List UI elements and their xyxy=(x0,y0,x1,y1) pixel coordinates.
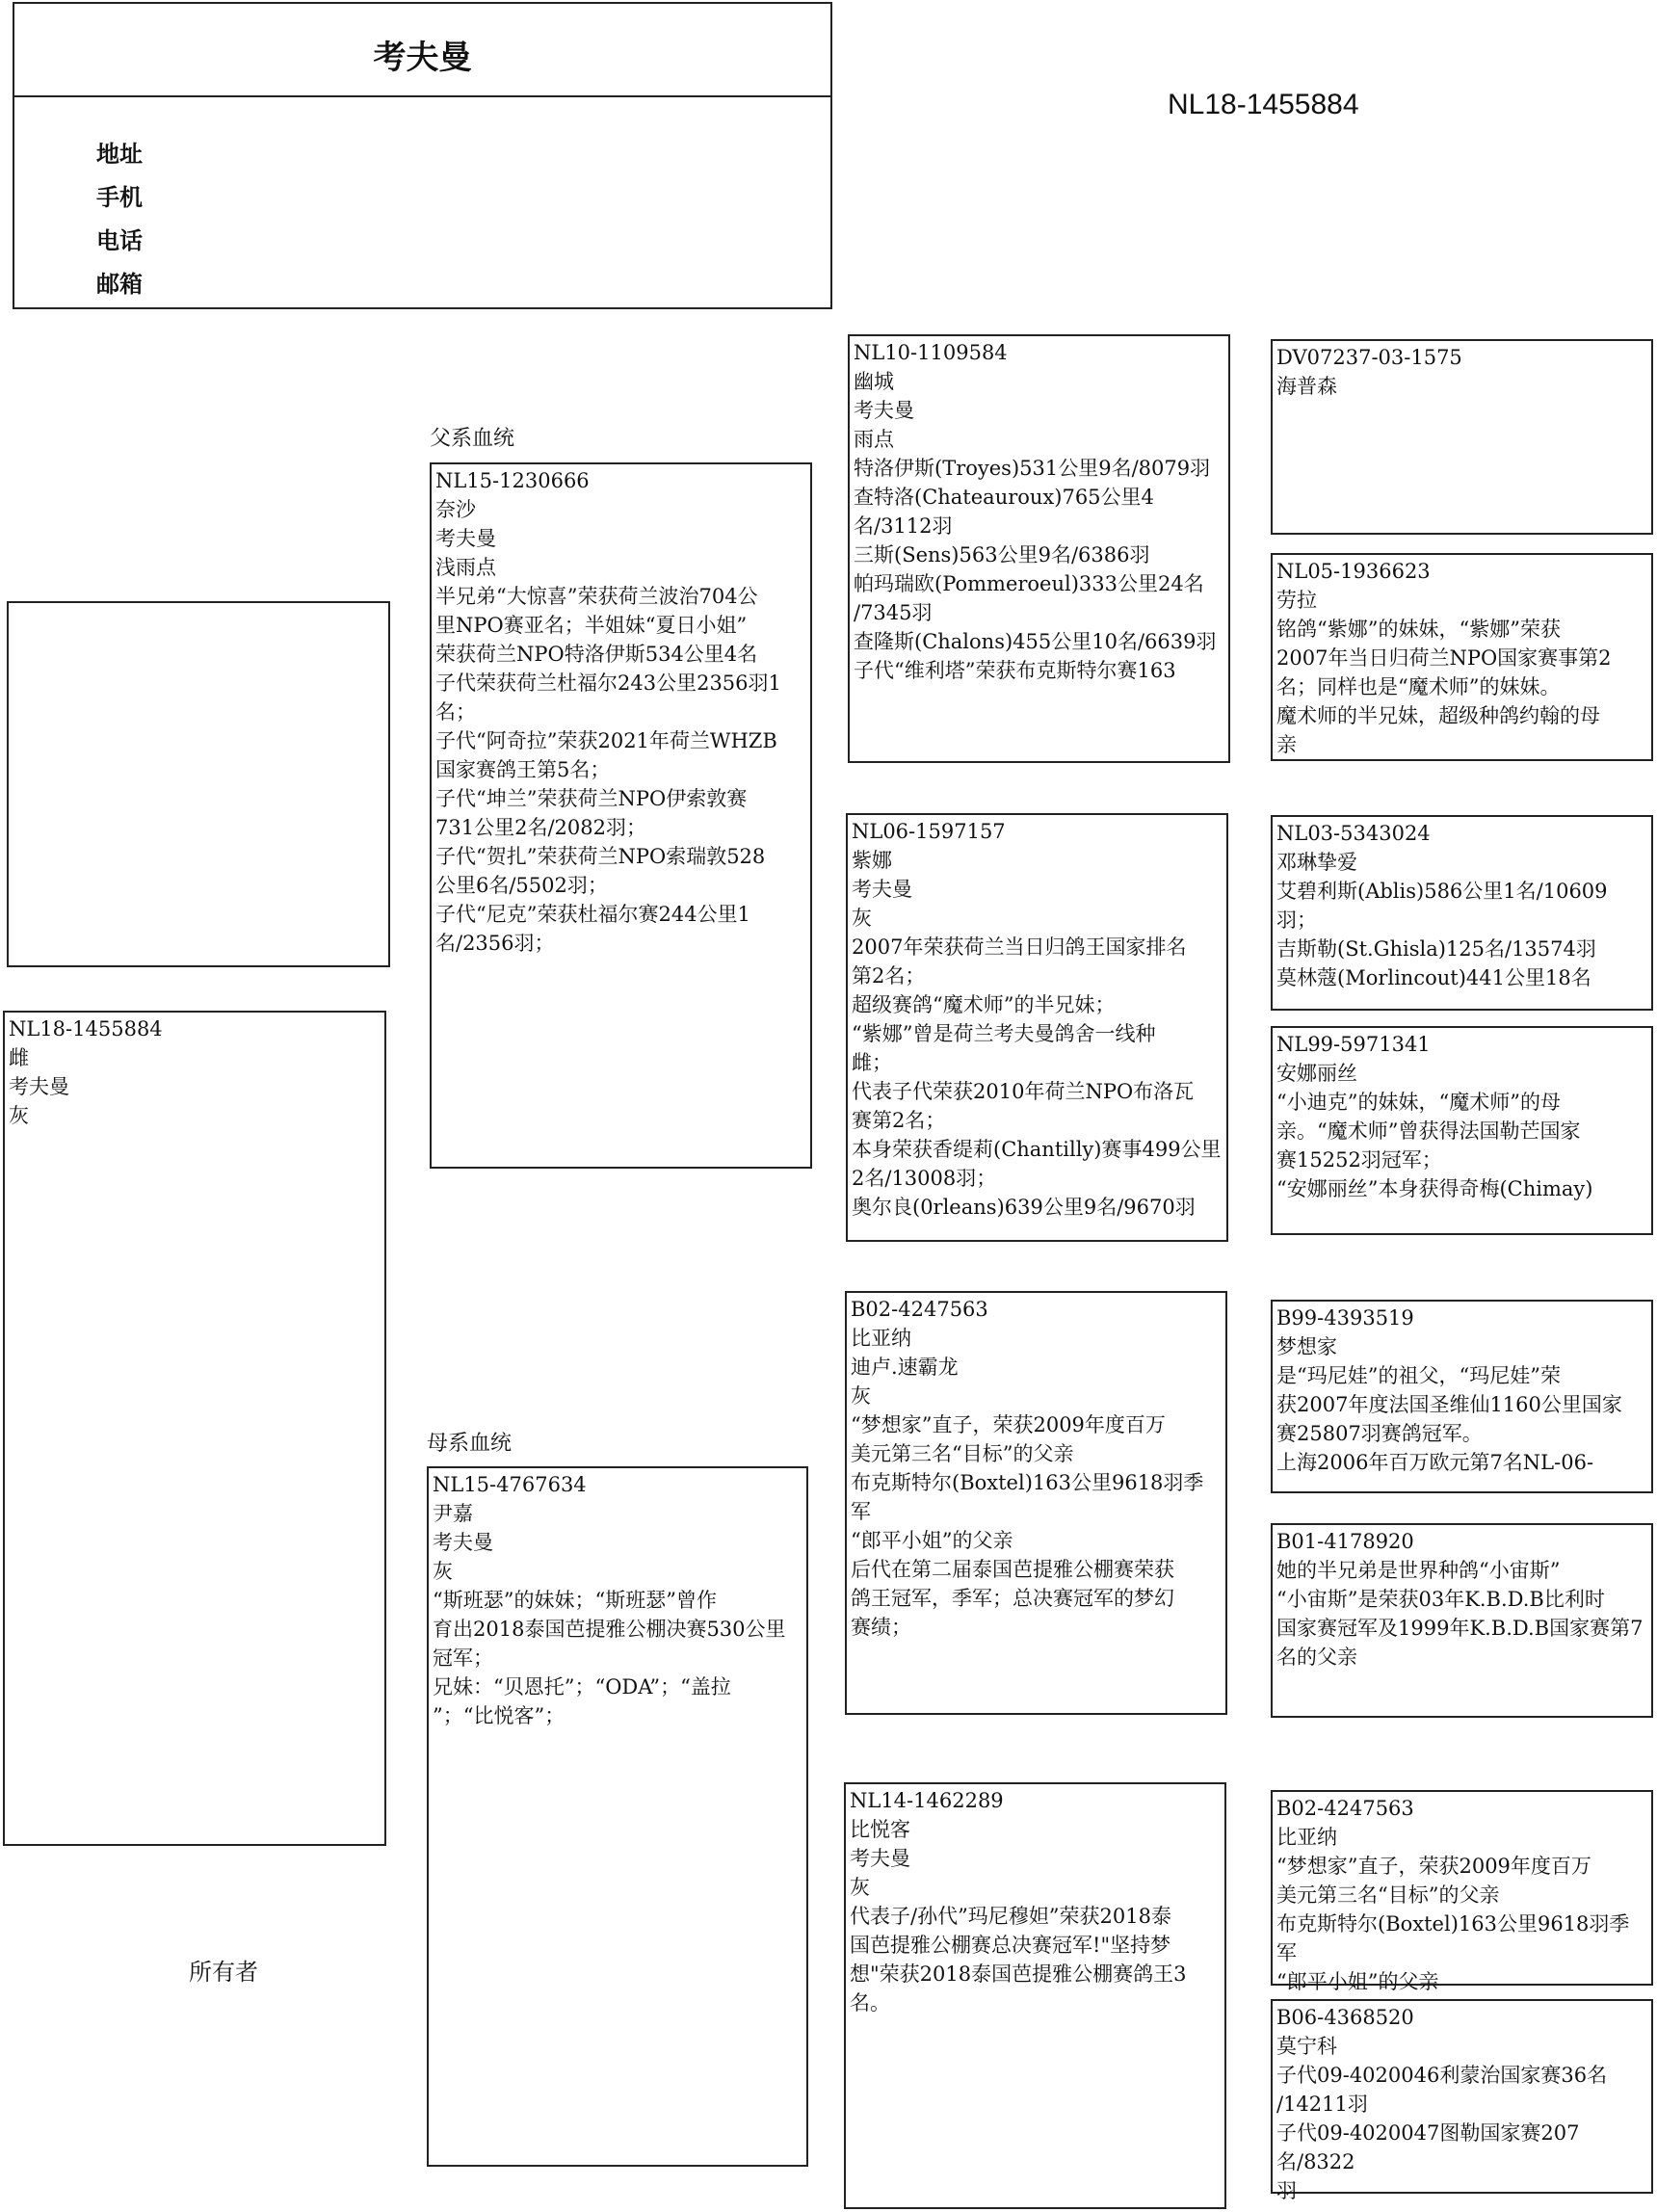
info-line: 名的父亲 xyxy=(1276,1646,1357,1669)
info-line: “郎平小姐”的父亲 xyxy=(851,1529,1013,1552)
info-line: 子代荣获荷兰杜福尔243公里2356羽1 xyxy=(435,672,781,695)
info-line: 2名/13008羽； xyxy=(852,1167,997,1190)
ring-number: NL15-4767634 xyxy=(433,1473,587,1496)
sire-card xyxy=(430,462,812,1169)
ring-number: B06-4368520 xyxy=(1276,2006,1414,2029)
info-line: “郎平小姐”的父亲 xyxy=(1276,1970,1439,1993)
dam-dam-dam-card xyxy=(1271,1999,1653,2202)
info-line: 代表子代荣获2010年荷兰NPO布洛瓦 xyxy=(852,1080,1195,1103)
info-line: 731公里2名/2082羽； xyxy=(435,816,646,839)
pigeon-name: 安娜丽丝 xyxy=(1276,1062,1357,1085)
info-line: 代表子/孙代”玛尼穆妲”荣获2018泰 xyxy=(850,1905,1171,1928)
breeder-name: 考夫曼 xyxy=(373,39,472,77)
info-line: 名/2356羽； xyxy=(435,932,555,955)
pigeon-name: 莫宁科 xyxy=(1276,2035,1337,2058)
info-line: 考夫曼 xyxy=(9,1075,69,1098)
ring-number: NL05-1936623 xyxy=(1276,560,1431,583)
dam-sire-dam-card xyxy=(1271,1523,1653,1718)
info-line: 本身荣获香缇莉(Chantilly)赛事499公里 xyxy=(852,1138,1222,1161)
sire-dam-sire-card xyxy=(1271,815,1653,1011)
info-line: 考夫曼 xyxy=(435,527,496,550)
ring-number: NL99-5971341 xyxy=(1276,1033,1431,1056)
info-line: 国家赛冠军及1999年K.B.D.B国家赛第7 xyxy=(1276,1617,1644,1640)
breeder-header xyxy=(13,2,832,309)
info-line: 上海2006年百万欧元第7名NL-06- xyxy=(1276,1451,1594,1474)
info-line: “梦想家”直子，荣获2009年度百万 xyxy=(1276,1855,1591,1878)
info-line: 子代“阿奇拉”荣获2021年荷兰WHZB xyxy=(435,729,777,752)
info-line: 后代在第二届泰国芭提雅公棚赛荣获 xyxy=(851,1558,1174,1581)
info-line: 铭鸽“紫娜”的妹妹，“紫娜”荣获 xyxy=(1276,618,1561,641)
info-line: 亲。“魔术师”曾获得法国勒芒国家 xyxy=(1276,1119,1581,1143)
info-line: “梦想家”直子，荣获2009年度百万 xyxy=(851,1413,1166,1436)
info-line: 半兄弟“大惊喜”荣获荷兰波治704公 xyxy=(435,585,758,608)
sire-dam-dam-card xyxy=(1271,1026,1653,1235)
info-line: 子代09-4020046利蒙治国家赛36名 xyxy=(1276,2064,1608,2087)
info-line: 美元第三名“目标”的父亲 xyxy=(1276,1883,1500,1907)
info-line: 考夫曼 xyxy=(852,878,912,901)
pigeon-name: 海普森 xyxy=(1276,375,1337,398)
info-line: 是“玛尼娃”的祖父，“玛尼娃”荣 xyxy=(1276,1364,1561,1387)
info-line: 兄妹：“贝恩托”；“ODA”；“盖拉 xyxy=(433,1675,731,1698)
dam-sire-card xyxy=(845,1291,1227,1715)
info-line: 帕玛瑞欧(Pommeroeul)333公里24名 xyxy=(854,572,1204,595)
info-line: /7345羽 xyxy=(854,601,933,624)
info-line: 灰 xyxy=(851,1384,871,1408)
info-line: 浅雨点 xyxy=(435,556,496,579)
info-line: “紫娜”曾是荷兰考夫曼鸽舍一线种 xyxy=(852,1022,1156,1045)
info-line: 美元第三名“目标”的父亲 xyxy=(851,1442,1074,1465)
info-line: 国家赛鸽王第5名； xyxy=(435,758,611,781)
dam-section-label: 母系血统 xyxy=(427,1432,513,1456)
info-line: 赛15252羽冠军； xyxy=(1276,1148,1442,1172)
address-label: 地址 xyxy=(96,141,143,168)
info-line: 三斯(Sens)563公里9名/6386羽 xyxy=(854,543,1150,566)
info-line: 子代“维利塔”荣获布克斯特尔赛163 xyxy=(854,659,1176,682)
info-line: 灰 xyxy=(433,1560,453,1583)
info-line: ”；“比悦客”； xyxy=(433,1704,565,1727)
owner-label: 所有者 xyxy=(189,1959,258,1986)
info-line: 子代“尼克”荣获杜福尔赛244公里1 xyxy=(435,903,750,926)
info-line: 雌； xyxy=(852,1051,892,1074)
info-line: 2007年荣获荷兰当日归鸽王国家排名 xyxy=(852,935,1187,959)
pigeon-name: 奈沙 xyxy=(435,498,476,521)
info-line: 获2007年度法国圣维仙1160公里国家 xyxy=(1276,1393,1622,1416)
info-line: 考夫曼 xyxy=(433,1531,493,1554)
ring-number: B99-4393519 xyxy=(1276,1306,1414,1330)
pigeon-name: 比亚纳 xyxy=(1276,1826,1337,1849)
photo-frame xyxy=(7,601,390,967)
info-line: 鸽王冠军，季军；总决赛冠军的梦幻 xyxy=(851,1587,1174,1610)
info-line: 育出2018泰国芭提雅公棚决赛530公里 xyxy=(433,1618,786,1641)
info-line: 子代“贺扎”荣获荷兰NPO索瑞敦528 xyxy=(435,845,766,868)
ring-number-title: NL18-1455884 xyxy=(1168,89,1359,120)
info-line: 名； xyxy=(435,700,476,724)
info-line: 子代09-4020047图勒国家赛207名/8322 xyxy=(1276,2121,1580,2173)
pigeon-name: 紫娜 xyxy=(852,849,892,872)
dam-dam-sire-card xyxy=(1271,1790,1653,1993)
info-line: “小迪克”的妹妹，“魔术师”的母 xyxy=(1276,1091,1561,1114)
info-line: 查特洛(Chateauroux)765公里4名/3112羽 xyxy=(854,486,1154,538)
sire-sire-sire-card xyxy=(1271,339,1653,535)
info-line: /14211羽 xyxy=(1276,2093,1368,2116)
sire-sire-dam-card xyxy=(1271,553,1653,761)
info-line: “安娜丽丝”本身获得奇梅(Chimay) xyxy=(1276,1177,1593,1200)
dam-card xyxy=(427,1466,808,2167)
info-line: 赛绩； xyxy=(851,1616,911,1639)
ring-number: NL03-5343024 xyxy=(1276,822,1431,845)
info-line: 布克斯特尔(Boxtel)163公里9618羽季军 xyxy=(1276,1912,1630,1964)
info-line: 羽 xyxy=(1276,2179,1297,2202)
sire-dam-card xyxy=(846,813,1228,1242)
ring-number: B01-4178920 xyxy=(1276,1530,1414,1553)
info-line: 名；同样也是“魔术师”的妹妹。 xyxy=(1276,675,1561,698)
header-title-row xyxy=(14,4,830,97)
pigeon-name: 幽城 xyxy=(854,370,894,393)
info-line: 2007年当日归荷兰NPO国家赛事第2 xyxy=(1276,646,1612,670)
info-line: “斯班瑟”的妹妹；“斯班瑟”曾作 xyxy=(433,1589,717,1612)
mobile-label: 手机 xyxy=(96,184,143,211)
info-line: 超级赛鸽“魔术师”的半兄妹； xyxy=(852,993,1116,1016)
ring-number: B02-4247563 xyxy=(851,1298,988,1321)
info-line: 考夫曼 xyxy=(854,399,914,422)
pigeon-name: 雌 xyxy=(9,1046,29,1069)
info-line: 国芭提雅公棚赛总决赛冠军!"坚持梦 xyxy=(850,1934,1171,1957)
sire-sire-card xyxy=(848,334,1230,763)
info-line: 特洛伊斯(Troyes)531公里9名/8079羽 xyxy=(854,457,1211,480)
pigeon-name: 梦想家 xyxy=(1276,1335,1337,1358)
info-line: 荣获荷兰NPO特洛伊斯534公里4名 xyxy=(435,643,758,666)
email-label: 邮箱 xyxy=(96,271,143,298)
info-line: 艾碧利斯(Ablis)586公里1名/10609羽； xyxy=(1276,880,1608,932)
dam-sire-sire-card xyxy=(1271,1300,1653,1493)
info-line: 灰 xyxy=(9,1104,29,1127)
info-line: 灰 xyxy=(852,907,872,930)
info-line: 奥尔良(0rleans)639公里9名/9670羽 xyxy=(852,1196,1196,1219)
pigeon-name: 劳拉 xyxy=(1276,589,1317,612)
info-line: 莫林蔻(Morlincout)441公里18名 xyxy=(1276,966,1591,989)
pigeon-name: 比亚纳 xyxy=(851,1327,911,1350)
info-line: 赛第2名； xyxy=(852,1109,946,1132)
info-line: 公里6名/5502羽； xyxy=(435,874,608,897)
info-line: 查隆斯(Chalons)455公里10名/6639羽 xyxy=(854,630,1217,653)
info-line: 雨点 xyxy=(854,428,894,451)
ring-number: NL10-1109584 xyxy=(854,341,1008,364)
ring-number: B02-4247563 xyxy=(1276,1797,1414,1820)
ring-number: NL15-1230666 xyxy=(435,469,590,492)
info-line: 布克斯特尔(Boxtel)163公里9618羽季军 xyxy=(851,1471,1204,1523)
info-line: 冠军； xyxy=(433,1646,493,1670)
ring-number: DV07237-03-1575 xyxy=(1276,346,1462,369)
pigeon-name: 她的半兄弟是世界种鸽“小宙斯” xyxy=(1276,1559,1561,1582)
info-line: 里NPO赛亚名；半姐妹“夏日小姐” xyxy=(435,614,748,637)
info-line: 迪卢.速霸龙 xyxy=(851,1356,959,1379)
info-line: 考夫曼 xyxy=(850,1847,910,1870)
info-line: 亲 xyxy=(1276,733,1297,756)
info-line: 吉斯勒(St.Ghisla)125名/13574羽 xyxy=(1276,937,1596,961)
info-line: 第2名； xyxy=(852,964,926,988)
pigeon-name: 尹嘉 xyxy=(433,1502,473,1525)
pigeon-name: 比悦客 xyxy=(850,1818,910,1841)
info-line: 魔术师的半兄妹，超级种鸽约翰的母 xyxy=(1276,704,1600,727)
info-line: “小宙斯”是荣获03年K.B.D.B比利时 xyxy=(1276,1588,1605,1611)
dam-dam-card xyxy=(844,1782,1226,2209)
info-line: 名。 xyxy=(850,1991,890,2014)
info-line: 灰 xyxy=(850,1876,870,1899)
info-line: 赛25807羽赛鸽冠军。 xyxy=(1276,1422,1483,1445)
ring-number: NL06-1597157 xyxy=(852,820,1006,843)
info-line: 想"荣获2018泰国芭提雅公棚赛鸽王3 xyxy=(850,1962,1187,1986)
sire-section-label: 父系血统 xyxy=(430,427,515,451)
pigeon-name: 邓琳挚爱 xyxy=(1276,851,1357,874)
phone-label: 电话 xyxy=(96,227,143,254)
ring-number: NL18-1455884 xyxy=(9,1017,163,1040)
subject-pigeon-card xyxy=(3,1011,386,1846)
ring-number: NL14-1462289 xyxy=(850,1789,1004,1812)
info-line: 子代“坤兰”荣获荷兰NPO伊索敦赛 xyxy=(435,787,748,810)
